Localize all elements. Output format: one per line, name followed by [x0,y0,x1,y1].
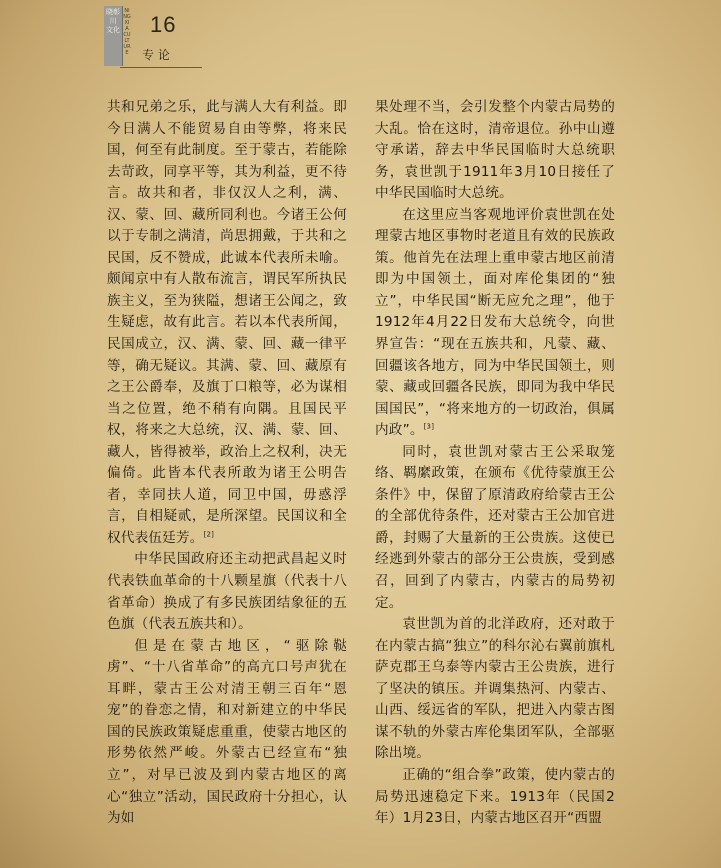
footnote-ref: [3] [423,422,435,431]
paragraph: 正确的“组合拳”政策，使内蒙古的局势迅速稳定下来。1913年（民国2年）1月23日，内蒙古地区召开“西盟 [375,766,615,827]
header-divider [120,67,202,68]
paragraph: 但是在蒙古地区，“驱除鞑虏”、“十八省革命”的高亢口号声犹在耳畔，蒙古王公对清王朝三百年“恩宠”的眷恋之情，和对新建立的中华民国的民族政策疑虑重重，使蒙古地区的形势依然严峻。外蒙古已经宣布“独立”，对早已波及到内蒙古地区的离心“独立”活动，国民政府十分担心，认为如 [107,637,347,827]
paragraph: 在这里应当客观地评价袁世凯在处理蒙古地区事物时老道且有效的民族政策。他首先在法理上重申蒙古地区前清即为中国领土，面对库伦集团的“独立”，中华民国“断无应允之理”，他于1912年4月22日发布大总统令，向世界宣告：“现在五族共和，凡蒙、藏、回疆该各地方，同为中华民国领土，则蒙、藏或回疆各民族，即同为我中华民国国民”，“将来地方的一切政治，俱属内政”。[3] [375,206,615,439]
paragraph: 同时，袁世凯对蒙古王公采取笼络、羁縻政策，在颁布《优待蒙旗王公条件》中，保留了原清政府给蒙古王公的全部优待条件，还对蒙古王公加官进爵，封赐了大量新的王公贵族。这使已经逃到外蒙古的部分王公贵族，受到感召，回到了内蒙古，内蒙古的局势初定。 [375,443,615,611]
page-number: 16 [150,12,177,37]
paragraph: 果处理不当，会引发整个内蒙古局势的大乱。恰在这时，清帝退位。孙中山遵守承诺，辞去中华民国临时大总统职务，袁世凯于1911年3月10日接任了中华民国临时大总统。 [375,99,615,202]
right-column [375,97,615,830]
paragraph: 中华民国政府还主动把武昌起义时代表铁血革命的十八颗星旗（代表十八省革命）换成了有多民族团结象征的五色旗（代表五族共和）。 [107,551,347,633]
side-label-small: NINGXIA CULTURE [123,8,131,56]
paragraph: 共和兄弟之乐，此与满人大有利益。即今日满人不能贸易自由等弊，将来民国，何至有此制度。至于蒙古，若能除去苛政，同享平等，其为利益，更不待言。故共和者，非仅汉人之利，满、汉、蒙、回、藏所同利也。今诸王公何以于专制之满清，尚思拥戴，于共和之民国，反不赞成，此诚本代表所未喻。颇闻京中有人散布流言，谓民军所执民族主义，至为狭隘，想诸王公闻之，致生疑虑，故有此言。若以本代表所闻，民国成立，汉、满、蒙、回、藏一律平等，确无疑议。其满、蒙、回、藏原有之王公爵奉，及旗丁口粮等，必为谋相当之位置，绝不稍有向隅。且国民平权，将来之大总统，汉、满、蒙、回、藏人，皆得被举，政治上之权利，决无偏倚。此皆本代表所敢为诸王公明告者，幸同扶人道，同卫中国，毋惑浮言，自相疑贰，是所深望。民国议和全权代表伍廷芳。[2] [107,99,347,546]
footnote-ref: [2] [203,530,215,539]
paragraph: 袁世凯为首的北洋政府，还对敢于在内蒙古搞“独立”的科尔沁右翼前旗札萨克郡王乌泰等内蒙古王公贵族，进行了坚决的镇压。并调集热河、内蒙古、山西、绥远省的军队，把进入内蒙古图谋不轨的外蒙古库伦集团军队，全部驱除出境。 [375,616,615,762]
section-label: 专 论 [142,48,170,62]
left-column [107,97,347,830]
side-label: 晓彰川 文化 [106,8,120,34]
